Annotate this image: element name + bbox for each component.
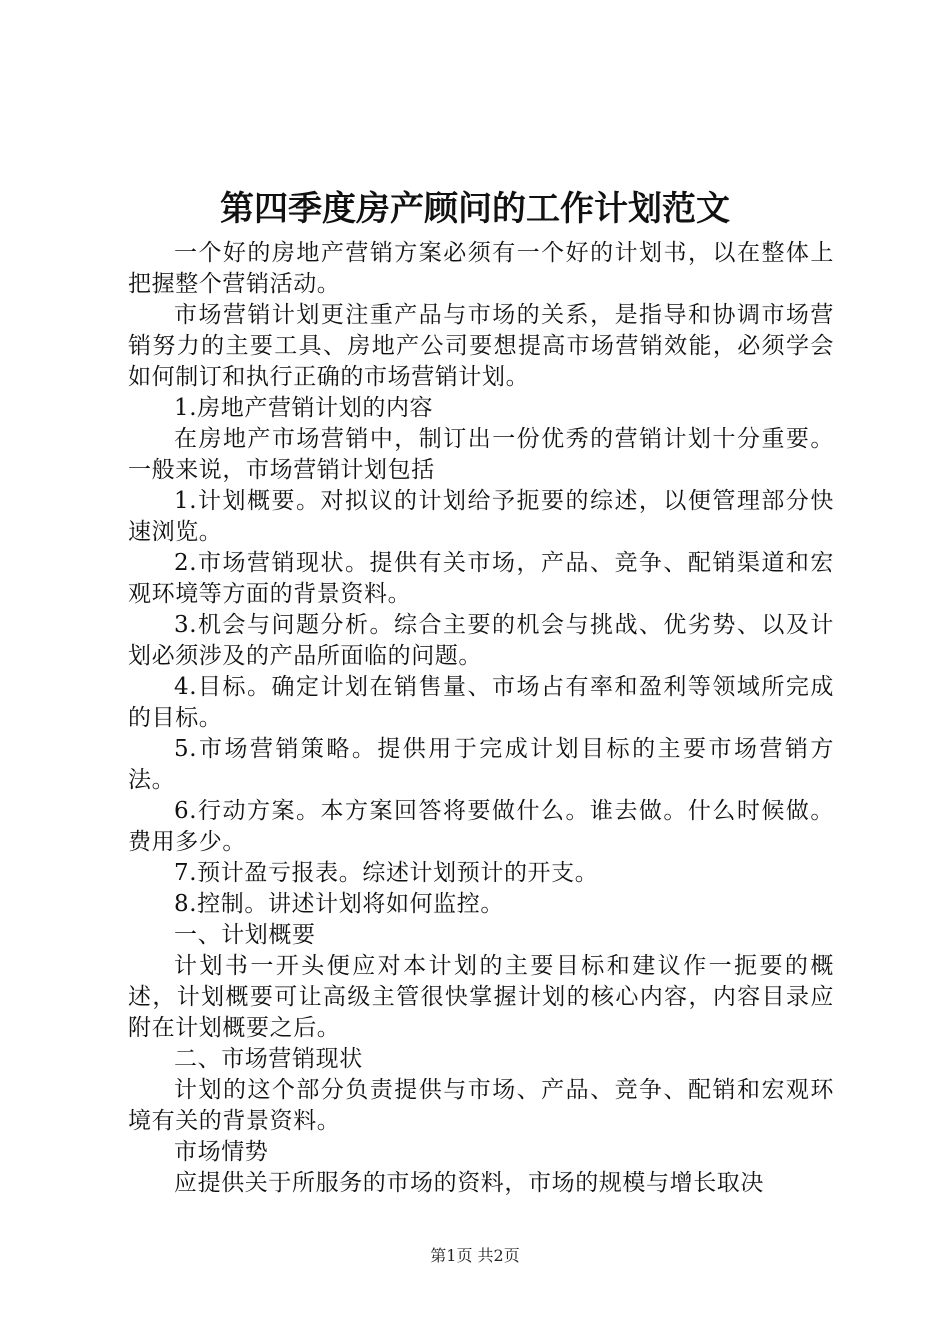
paragraph: 应提供关于所服务的市场的资料，市场的规模与增长取决 <box>174 1170 764 1196</box>
list-item: 1.计划概要。对拟议的计划给予扼要的综述，以便管理部分快速浏览。 <box>128 488 834 545</box>
list-item: 6.行动方案。本方案回答将要做什么。谁去做。什么时候做。费用多少。 <box>128 798 834 855</box>
list-item: 5.市场营销策略。提供用于完成计划目标的主要市场营销方法。 <box>128 736 834 793</box>
document-title: 第四季度房产顾问的工作计划范文 <box>220 189 730 229</box>
paragraph: 市场营销计划更注重产品与市场的关系，是指导和协调市场营销努力的主要工具、房地产公司要想提高市场营销效能，必须学会如何制订和执行正确的市场营销计划。 <box>128 302 834 390</box>
section-heading: 1.房地产营销计划的内容 <box>174 395 434 421</box>
paragraph: 在房地产市场营销中，制订出一份优秀的营销计划十分重要。一般来说，市场营销计划包括 <box>128 426 834 483</box>
page-footer: 第1页 共2页 <box>430 1246 520 1265</box>
document-body <box>128 238 834 1199</box>
section-heading: 二、市场营销现状 <box>174 1046 363 1072</box>
paragraph: 一个好的房地产营销方案必须有一个好的计划书，以在整体上把握整个营销活动。 <box>128 240 834 297</box>
list-item: 8.控制。讲述计划将如何监控。 <box>174 891 504 917</box>
list-item: 4.目标。确定计划在销售量、市场占有率和盈利等领域所完成的目标。 <box>128 674 834 731</box>
list-item: 2.市场营销现状。提供有关市场，产品、竞争、配销渠道和宏观环境等方面的背景资料。 <box>128 550 834 607</box>
list-item: 7.预计盈亏报表。综述计划预计的开支。 <box>174 860 599 886</box>
subsection-heading: 市场情势 <box>174 1139 269 1165</box>
paragraph: 计划书一开头便应对本计划的主要目标和建议作一扼要的概述，计划概要可让高级主管很快掌握计划的核心内容，内容目录应附在计划概要之后。 <box>128 953 834 1041</box>
section-heading: 一、计划概要 <box>174 922 316 948</box>
paragraph: 计划的这个部分负责提供与市场、产品、竞争、配销和宏观环境有关的背景资料。 <box>128 1077 834 1134</box>
list-item: 3.机会与问题分析。综合主要的机会与挑战、优劣势、以及计划必须涉及的产品所面临的问题。 <box>128 612 834 669</box>
